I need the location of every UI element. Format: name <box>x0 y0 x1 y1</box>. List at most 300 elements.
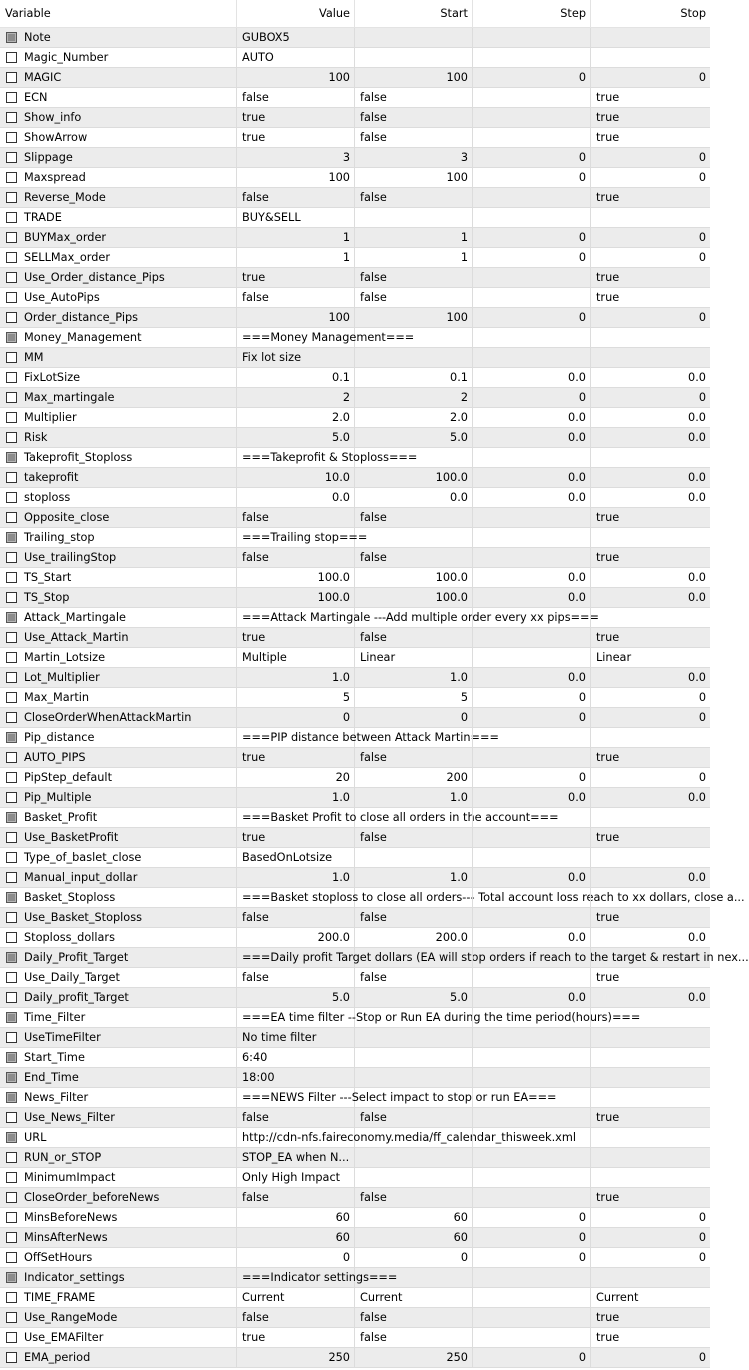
stop-cell[interactable] <box>591 1088 710 1108</box>
stop-cell[interactable]: 0 <box>591 248 710 268</box>
variable-cell[interactable] <box>0 628 237 648</box>
start-cell[interactable] <box>355 28 473 48</box>
variable-cell[interactable] <box>0 368 237 388</box>
step-cell[interactable] <box>473 848 591 868</box>
table-row[interactable] <box>0 248 710 268</box>
stop-cell[interactable]: 0 <box>591 1208 710 1228</box>
value-cell[interactable]: true <box>237 748 355 768</box>
value-cell[interactable]: false <box>237 288 355 308</box>
value-cell[interactable]: No time filter <box>237 1028 355 1048</box>
value-cell[interactable]: GUBOX5 <box>237 28 355 48</box>
optimize-checkbox[interactable] <box>6 332 17 343</box>
variable-cell[interactable] <box>0 188 237 208</box>
stop-cell[interactable]: 0.0 <box>591 668 710 688</box>
start-cell[interactable] <box>355 848 473 868</box>
table-row[interactable] <box>0 1148 710 1168</box>
optimize-checkbox[interactable] <box>6 952 17 963</box>
variable-cell[interactable] <box>0 748 237 768</box>
step-cell[interactable] <box>473 128 591 148</box>
step-cell[interactable] <box>473 608 591 628</box>
start-cell[interactable]: 100 <box>355 308 473 328</box>
value-cell[interactable]: false <box>237 1108 355 1128</box>
value-cell[interactable]: false <box>237 188 355 208</box>
table-row[interactable] <box>0 168 710 188</box>
stop-cell[interactable]: true <box>591 628 710 648</box>
stop-cell[interactable]: 0.0 <box>591 428 710 448</box>
value-cell[interactable]: true <box>237 128 355 148</box>
start-cell[interactable]: false <box>355 1308 473 1328</box>
value-cell[interactable]: 1.0 <box>237 788 355 808</box>
variable-cell[interactable] <box>0 388 237 408</box>
step-cell[interactable]: 0 <box>473 1228 591 1248</box>
variable-cell[interactable] <box>0 888 237 908</box>
value-cell[interactable]: false <box>237 88 355 108</box>
table-row[interactable] <box>0 1188 710 1208</box>
table-row[interactable] <box>0 288 710 308</box>
table-row[interactable] <box>0 208 710 228</box>
table-row[interactable] <box>0 228 710 248</box>
value-cell[interactable]: 0 <box>237 1248 355 1268</box>
optimize-checkbox[interactable] <box>6 772 17 783</box>
optimize-checkbox[interactable] <box>6 292 17 303</box>
stop-cell[interactable]: 0 <box>591 388 710 408</box>
variable-cell[interactable] <box>0 348 237 368</box>
variable-cell[interactable] <box>0 868 237 888</box>
variable-cell[interactable] <box>0 328 237 348</box>
stop-cell[interactable]: 0.0 <box>591 488 710 508</box>
value-cell[interactable]: 3 <box>237 148 355 168</box>
table-row[interactable] <box>0 268 710 288</box>
variable-cell[interactable] <box>0 1328 237 1348</box>
value-cell[interactable]: false <box>237 1188 355 1208</box>
value-cell[interactable]: ===Daily profit Target dollars (EA will stop orders if reach to the target & restart in nex... <box>237 948 355 968</box>
value-cell[interactable]: http://cdn-nfs.faireconomy.media/ff_calendar_thisweek.xml <box>237 1128 355 1148</box>
table-row[interactable] <box>0 628 710 648</box>
optimize-checkbox[interactable] <box>6 1032 17 1043</box>
variable-cell[interactable] <box>0 968 237 988</box>
start-cell[interactable] <box>355 1168 473 1188</box>
start-cell[interactable]: false <box>355 968 473 988</box>
start-cell[interactable]: 5 <box>355 688 473 708</box>
start-cell[interactable]: 0 <box>355 1248 473 1268</box>
variable-cell[interactable] <box>0 108 237 128</box>
start-cell[interactable] <box>355 48 473 68</box>
step-cell[interactable]: 0 <box>473 1348 591 1368</box>
start-cell[interactable] <box>355 1008 473 1028</box>
step-cell[interactable] <box>473 328 591 348</box>
start-cell[interactable]: 100 <box>355 168 473 188</box>
step-cell[interactable]: 0.0 <box>473 408 591 428</box>
optimize-checkbox[interactable] <box>6 692 17 703</box>
start-cell[interactable]: false <box>355 88 473 108</box>
step-cell[interactable]: 0.0 <box>473 788 591 808</box>
value-cell[interactable]: 10.0 <box>237 468 355 488</box>
optimize-checkbox[interactable] <box>6 132 17 143</box>
value-cell[interactable]: Multiple <box>237 648 355 668</box>
step-cell[interactable] <box>473 888 591 908</box>
step-cell[interactable] <box>473 748 591 768</box>
table-row[interactable] <box>0 668 710 688</box>
value-cell[interactable]: 60 <box>237 1228 355 1248</box>
table-row[interactable] <box>0 948 749 968</box>
variable-cell[interactable] <box>0 128 237 148</box>
step-cell[interactable]: 0 <box>473 248 591 268</box>
table-row[interactable] <box>0 1328 710 1348</box>
optimize-checkbox[interactable] <box>6 1132 17 1143</box>
start-cell[interactable]: false <box>355 508 473 528</box>
value-cell[interactable]: true <box>237 1328 355 1348</box>
stop-cell[interactable]: true <box>591 828 710 848</box>
table-row[interactable] <box>0 828 710 848</box>
table-row[interactable] <box>0 708 710 728</box>
variable-cell[interactable] <box>0 688 237 708</box>
value-cell[interactable]: 100 <box>237 68 355 88</box>
step-cell[interactable]: 0 <box>473 1208 591 1228</box>
value-cell[interactable]: 0 <box>237 708 355 728</box>
optimize-checkbox[interactable] <box>6 1052 17 1063</box>
optimize-checkbox[interactable] <box>6 372 17 383</box>
table-row[interactable] <box>0 508 710 528</box>
step-cell[interactable] <box>473 1008 591 1028</box>
optimize-checkbox[interactable] <box>6 192 17 203</box>
step-cell[interactable] <box>473 88 591 108</box>
optimize-checkbox[interactable] <box>6 1212 17 1223</box>
step-cell[interactable] <box>473 1188 591 1208</box>
variable-cell[interactable] <box>0 148 237 168</box>
step-cell[interactable] <box>473 1288 591 1308</box>
start-cell[interactable]: false <box>355 108 473 128</box>
value-cell[interactable]: true <box>237 828 355 848</box>
stop-cell[interactable]: 0.0 <box>591 368 710 388</box>
table-row[interactable] <box>0 88 710 108</box>
step-cell[interactable] <box>473 908 591 928</box>
table-row[interactable] <box>0 28 710 48</box>
stop-cell[interactable] <box>591 208 710 228</box>
stop-cell[interactable]: 0.0 <box>591 988 710 1008</box>
variable-cell[interactable] <box>0 48 237 68</box>
step-cell[interactable]: 0 <box>473 388 591 408</box>
value-cell[interactable]: 1 <box>237 228 355 248</box>
step-cell[interactable] <box>473 188 591 208</box>
step-cell[interactable] <box>473 508 591 528</box>
start-cell[interactable]: 5.0 <box>355 428 473 448</box>
stop-cell[interactable]: true <box>591 288 710 308</box>
stop-cell[interactable] <box>591 1068 710 1088</box>
table-row[interactable] <box>0 688 710 708</box>
start-cell[interactable]: Current <box>355 1288 473 1308</box>
table-row[interactable] <box>0 148 710 168</box>
start-cell[interactable]: false <box>355 128 473 148</box>
stop-cell[interactable]: true <box>591 128 710 148</box>
start-cell[interactable]: 1.0 <box>355 788 473 808</box>
variable-cell[interactable] <box>0 1208 237 1228</box>
start-cell[interactable]: Linear <box>355 648 473 668</box>
variable-cell[interactable] <box>0 88 237 108</box>
variable-cell[interactable] <box>0 1048 237 1068</box>
optimize-checkbox[interactable] <box>6 1112 17 1123</box>
variable-cell[interactable] <box>0 828 237 848</box>
value-cell[interactable]: true <box>237 268 355 288</box>
start-cell[interactable] <box>355 448 473 468</box>
start-cell[interactable]: 3 <box>355 148 473 168</box>
value-cell[interactable]: Current <box>237 1288 355 1308</box>
start-cell[interactable]: 60 <box>355 1228 473 1248</box>
stop-cell[interactable]: true <box>591 1328 710 1348</box>
variable-cell[interactable] <box>0 248 237 268</box>
value-cell[interactable]: ===Takeprofit & Stoploss=== <box>237 448 355 468</box>
optimize-checkbox[interactable] <box>6 1192 17 1203</box>
table-row[interactable] <box>0 448 710 468</box>
start-cell[interactable] <box>355 1088 473 1108</box>
table-row[interactable] <box>0 1088 710 1108</box>
start-cell[interactable]: 100.0 <box>355 568 473 588</box>
step-cell[interactable] <box>473 288 591 308</box>
start-cell[interactable] <box>355 348 473 368</box>
value-cell[interactable]: Fix lot size <box>237 348 355 368</box>
start-cell[interactable]: false <box>355 908 473 928</box>
step-cell[interactable]: 0.0 <box>473 428 591 448</box>
value-cell[interactable]: 2 <box>237 388 355 408</box>
variable-cell[interactable] <box>0 1088 237 1108</box>
stop-cell[interactable]: 0 <box>591 768 710 788</box>
variable-cell[interactable] <box>0 728 237 748</box>
optimize-checkbox[interactable] <box>6 1352 17 1363</box>
stop-cell[interactable] <box>591 528 710 548</box>
variable-cell[interactable] <box>0 948 237 968</box>
optimize-checkbox[interactable] <box>6 412 17 423</box>
variable-cell[interactable] <box>0 208 237 228</box>
stop-cell[interactable] <box>591 1008 710 1028</box>
table-row[interactable] <box>0 368 710 388</box>
variable-cell[interactable] <box>0 488 237 508</box>
variable-cell[interactable] <box>0 788 237 808</box>
variable-cell[interactable] <box>0 588 237 608</box>
value-cell[interactable]: ===EA time filter --Stop or Run EA during the time period(hours)=== <box>237 1008 355 1028</box>
step-cell[interactable] <box>473 348 591 368</box>
start-cell[interactable]: 100.0 <box>355 588 473 608</box>
variable-cell[interactable] <box>0 1008 237 1028</box>
variable-cell[interactable] <box>0 508 237 528</box>
value-cell[interactable]: 5.0 <box>237 988 355 1008</box>
start-cell[interactable]: false <box>355 748 473 768</box>
stop-cell[interactable]: 0 <box>591 708 710 728</box>
stop-cell[interactable]: true <box>591 968 710 988</box>
step-cell[interactable] <box>473 108 591 128</box>
variable-cell[interactable] <box>0 548 237 568</box>
value-cell[interactable]: 250 <box>237 1348 355 1368</box>
start-cell[interactable] <box>355 528 473 548</box>
variable-cell[interactable] <box>0 668 237 688</box>
value-cell[interactable]: 1 <box>237 248 355 268</box>
start-cell[interactable] <box>355 1048 473 1068</box>
variable-cell[interactable] <box>0 428 237 448</box>
value-cell[interactable]: 100 <box>237 308 355 328</box>
table-row[interactable] <box>0 1308 710 1328</box>
start-cell[interactable]: 1.0 <box>355 868 473 888</box>
variable-cell[interactable] <box>0 768 237 788</box>
variable-cell[interactable] <box>0 28 237 48</box>
start-cell[interactable]: false <box>355 1328 473 1348</box>
optimize-checkbox[interactable] <box>6 452 17 463</box>
variable-cell[interactable] <box>0 608 237 628</box>
start-cell[interactable]: 250 <box>355 1348 473 1368</box>
start-cell[interactable]: 0.1 <box>355 368 473 388</box>
stop-cell[interactable] <box>591 348 710 368</box>
stop-cell[interactable] <box>591 608 710 628</box>
variable-cell[interactable] <box>0 408 237 428</box>
step-cell[interactable]: 0.0 <box>473 368 591 388</box>
variable-cell[interactable] <box>0 908 237 928</box>
table-row[interactable] <box>0 1288 710 1308</box>
table-row[interactable] <box>0 928 710 948</box>
value-cell[interactable]: ===NEWS Filter ---Select impact to stop or run EA=== <box>237 1088 355 1108</box>
value-cell[interactable]: false <box>237 1308 355 1328</box>
optimize-checkbox[interactable] <box>6 712 17 723</box>
optimize-checkbox[interactable] <box>6 932 17 943</box>
start-cell[interactable]: 100.0 <box>355 468 473 488</box>
stop-cell[interactable]: 0 <box>591 308 710 328</box>
variable-cell[interactable] <box>0 568 237 588</box>
value-cell[interactable]: 100.0 <box>237 568 355 588</box>
step-cell[interactable] <box>473 648 591 668</box>
optimize-checkbox[interactable] <box>6 1272 17 1283</box>
step-cell[interactable] <box>473 1268 591 1288</box>
value-cell[interactable]: false <box>237 548 355 568</box>
step-cell[interactable]: 0 <box>473 68 591 88</box>
start-cell[interactable]: 1 <box>355 248 473 268</box>
value-cell[interactable]: 6:40 <box>237 1048 355 1068</box>
step-cell[interactable] <box>473 1168 591 1188</box>
table-row[interactable] <box>0 108 710 128</box>
table-row[interactable] <box>0 788 710 808</box>
start-cell[interactable]: 100 <box>355 68 473 88</box>
stop-cell[interactable] <box>591 328 710 348</box>
step-cell[interactable] <box>473 1308 591 1328</box>
value-cell[interactable]: false <box>237 968 355 988</box>
stop-cell[interactable]: 0.0 <box>591 928 710 948</box>
start-cell[interactable]: false <box>355 188 473 208</box>
optimize-checkbox[interactable] <box>6 1072 17 1083</box>
stop-cell[interactable]: 0 <box>591 1248 710 1268</box>
column-header-variable[interactable]: Variable <box>0 0 237 27</box>
optimize-checkbox[interactable] <box>6 252 17 263</box>
stop-cell[interactable]: 0 <box>591 228 710 248</box>
start-cell[interactable]: 0.0 <box>355 488 473 508</box>
table-row[interactable] <box>0 1048 710 1068</box>
optimize-checkbox[interactable] <box>6 1152 17 1163</box>
value-cell[interactable]: true <box>237 628 355 648</box>
variable-cell[interactable] <box>0 1188 237 1208</box>
step-cell[interactable] <box>473 1028 591 1048</box>
step-cell[interactable]: 0.0 <box>473 568 591 588</box>
step-cell[interactable]: 0.0 <box>473 488 591 508</box>
variable-cell[interactable] <box>0 988 237 1008</box>
step-cell[interactable] <box>473 28 591 48</box>
variable-cell[interactable] <box>0 448 237 468</box>
value-cell[interactable]: 20 <box>237 768 355 788</box>
stop-cell[interactable]: 0 <box>591 68 710 88</box>
stop-cell[interactable] <box>591 448 710 468</box>
value-cell[interactable]: 0.0 <box>237 488 355 508</box>
stop-cell[interactable]: 0.0 <box>591 568 710 588</box>
optimize-checkbox[interactable] <box>6 1292 17 1303</box>
step-cell[interactable] <box>473 828 591 848</box>
value-cell[interactable]: BUY&SELL <box>237 208 355 228</box>
value-cell[interactable]: 18:00 <box>237 1068 355 1088</box>
optimize-checkbox[interactable] <box>6 532 17 543</box>
step-cell[interactable]: 0.0 <box>473 928 591 948</box>
step-cell[interactable] <box>473 1148 591 1168</box>
table-row[interactable] <box>0 1028 710 1048</box>
value-cell[interactable]: true <box>237 108 355 128</box>
optimize-checkbox[interactable] <box>6 492 17 503</box>
value-cell[interactable]: BasedOnLotsize <box>237 848 355 868</box>
start-cell[interactable] <box>355 208 473 228</box>
variable-cell[interactable] <box>0 468 237 488</box>
value-cell[interactable]: ===Basket Profit to close all orders in the account=== <box>237 808 355 828</box>
variable-cell[interactable] <box>0 1128 237 1148</box>
stop-cell[interactable]: true <box>591 1108 710 1128</box>
variable-cell[interactable] <box>0 168 237 188</box>
start-cell[interactable]: 5.0 <box>355 988 473 1008</box>
variable-cell[interactable] <box>0 708 237 728</box>
table-row[interactable] <box>0 548 710 568</box>
step-cell[interactable] <box>473 548 591 568</box>
step-cell[interactable]: 0 <box>473 168 591 188</box>
table-row[interactable] <box>0 408 710 428</box>
optimize-checkbox[interactable] <box>6 52 17 63</box>
table-row[interactable] <box>0 428 710 448</box>
value-cell[interactable]: 2.0 <box>237 408 355 428</box>
start-cell[interactable]: 2.0 <box>355 408 473 428</box>
start-cell[interactable]: false <box>355 1188 473 1208</box>
optimize-checkbox[interactable] <box>6 992 17 1003</box>
variable-cell[interactable] <box>0 1268 237 1288</box>
table-row[interactable] <box>0 528 710 548</box>
optimize-checkbox[interactable] <box>6 232 17 243</box>
stop-cell[interactable]: true <box>591 108 710 128</box>
step-cell[interactable] <box>473 948 591 968</box>
step-cell[interactable]: 0 <box>473 1248 591 1268</box>
stop-cell[interactable]: 0 <box>591 168 710 188</box>
stop-cell[interactable]: 0 <box>591 1348 710 1368</box>
stop-cell[interactable] <box>591 1048 710 1068</box>
value-cell[interactable]: ===Attack Martingale ---Add multiple order every xx pips=== <box>237 608 355 628</box>
value-cell[interactable]: 100.0 <box>237 588 355 608</box>
step-cell[interactable]: 0.0 <box>473 668 591 688</box>
value-cell[interactable]: 1.0 <box>237 868 355 888</box>
stop-cell[interactable]: true <box>591 548 710 568</box>
step-cell[interactable]: 0.0 <box>473 988 591 1008</box>
table-row[interactable] <box>0 1008 710 1028</box>
start-cell[interactable] <box>355 888 473 908</box>
table-row[interactable] <box>0 988 710 1008</box>
start-cell[interactable] <box>355 1268 473 1288</box>
start-cell[interactable]: false <box>355 288 473 308</box>
table-row[interactable] <box>0 1108 710 1128</box>
optimize-checkbox[interactable] <box>6 672 17 683</box>
value-cell[interactable]: AUTO <box>237 48 355 68</box>
value-cell[interactable]: 200.0 <box>237 928 355 948</box>
stop-cell[interactable]: 0 <box>591 148 710 168</box>
start-cell[interactable]: false <box>355 548 473 568</box>
column-header-value[interactable]: Value <box>237 0 355 27</box>
stop-cell[interactable]: 0.0 <box>591 468 710 488</box>
optimize-checkbox[interactable] <box>6 272 17 283</box>
optimize-checkbox[interactable] <box>6 912 17 923</box>
step-cell[interactable] <box>473 968 591 988</box>
variable-cell[interactable] <box>0 848 237 868</box>
